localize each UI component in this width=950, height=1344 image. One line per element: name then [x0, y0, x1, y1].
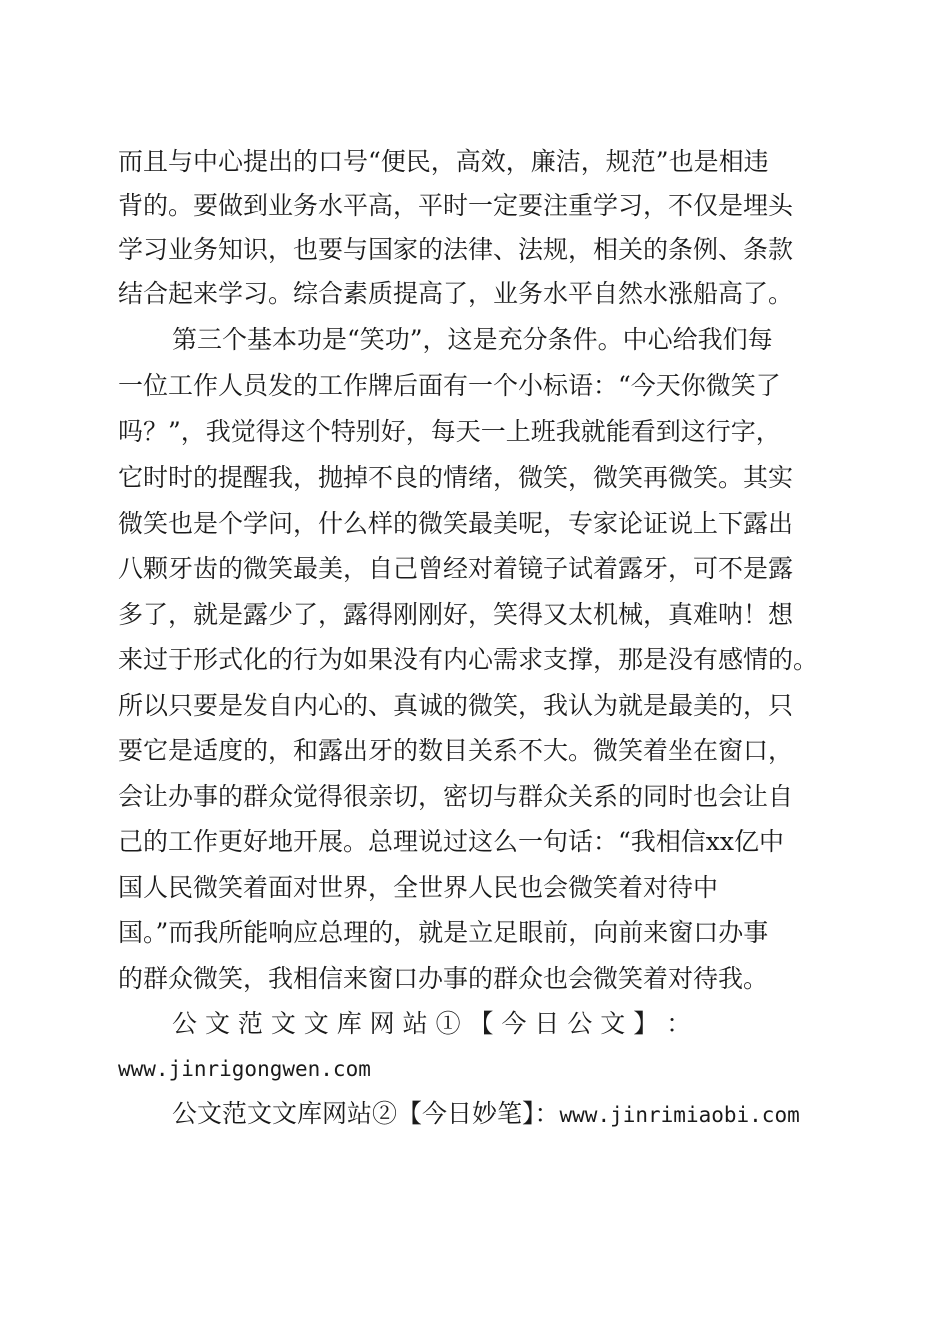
footer-site-1-label: 公 文 范 文 文 库 网 站 ① 【 今 日 公 文 】 ：: [172, 1009, 692, 1038]
paragraph-2-line: 的群众微笑，我相信来窗口办事的群众也会微笑着对待我。: [118, 964, 769, 993]
paragraph-2-line: 国人民微笑着面对世界，全世界人民也会微笑着对待中: [118, 873, 719, 902]
paragraph-2-line: 它时时的提醒我，抛掉不良的情绪，微笑，微笑再微笑。其实: [118, 463, 794, 492]
paragraph-2-line: 来过于形式化的行为如果没有内心需求支撑，那是没有感情的。: [118, 645, 819, 674]
footer-site-2-url[interactable]: www.jinrimiaobi.com: [559, 1103, 800, 1127]
paragraph-2-line: 所以只要是发自内心的、真诚的微笑，我认为就是最美的，只: [118, 691, 794, 720]
paragraph-2-line: 吗？”，我觉得这个特别好，每天一上班我就能看到这行字，: [118, 417, 781, 446]
paragraph-2-line: 多了，就是露少了，露得刚刚好，笑得又太机械，真难呐！想: [118, 600, 794, 629]
paragraph-2-line: 要它是适度的，和露出牙的数目关系不大。微笑着坐在窗口，: [118, 736, 794, 765]
paragraph-1-line: 学习业务知识，也要与国家的法律、法规，相关的条例、条款: [118, 235, 794, 264]
paragraph-1-line: 而且与中心提出的口号“便民，高效，廉洁，规范”也是相违: [118, 147, 769, 176]
paragraph-2-line: 国。”而我所能响应总理的，就是立足眼前，向前来窗口办事: [118, 918, 769, 947]
paragraph-1-line: 结合起来学习。综合素质提高了，业务水平自然水涨船高了。: [118, 279, 794, 308]
paragraph-2-line: 第三个基本功是“笑功”，这是充分条件。中心给我们每: [172, 325, 773, 354]
paragraph-2-line: 微笑也是个学问，什么样的微笑最美呢，专家论证说上下露出: [118, 509, 794, 538]
paragraph-2-line: 己的工作更好地开展。总理说过这么一句话：“我相信xx亿中: [118, 827, 784, 856]
paragraph-2-line: 八颗牙齿的微笑最美，自己曾经对着镜子试着露牙，可不是露: [118, 554, 794, 583]
paragraph-1-line: 背的。要做到业务水平高，平时一定要注重学习，不仅是埋头: [118, 191, 794, 220]
footer-site-2-label: 公文范文文库网站②【今日妙笔】：: [172, 1099, 560, 1128]
paragraph-2-line: 一位工作人员发的工作牌后面有一个小标语：“今天你微笑了: [118, 371, 781, 400]
footer-site-1-url[interactable]: www.jinrigongwen.com: [118, 1057, 371, 1081]
footer-site-2: [172, 1094, 838, 1134]
paragraph-2-line: 会让办事的群众觉得很亲切，密切与群众关系的同时也会让自: [118, 782, 794, 811]
